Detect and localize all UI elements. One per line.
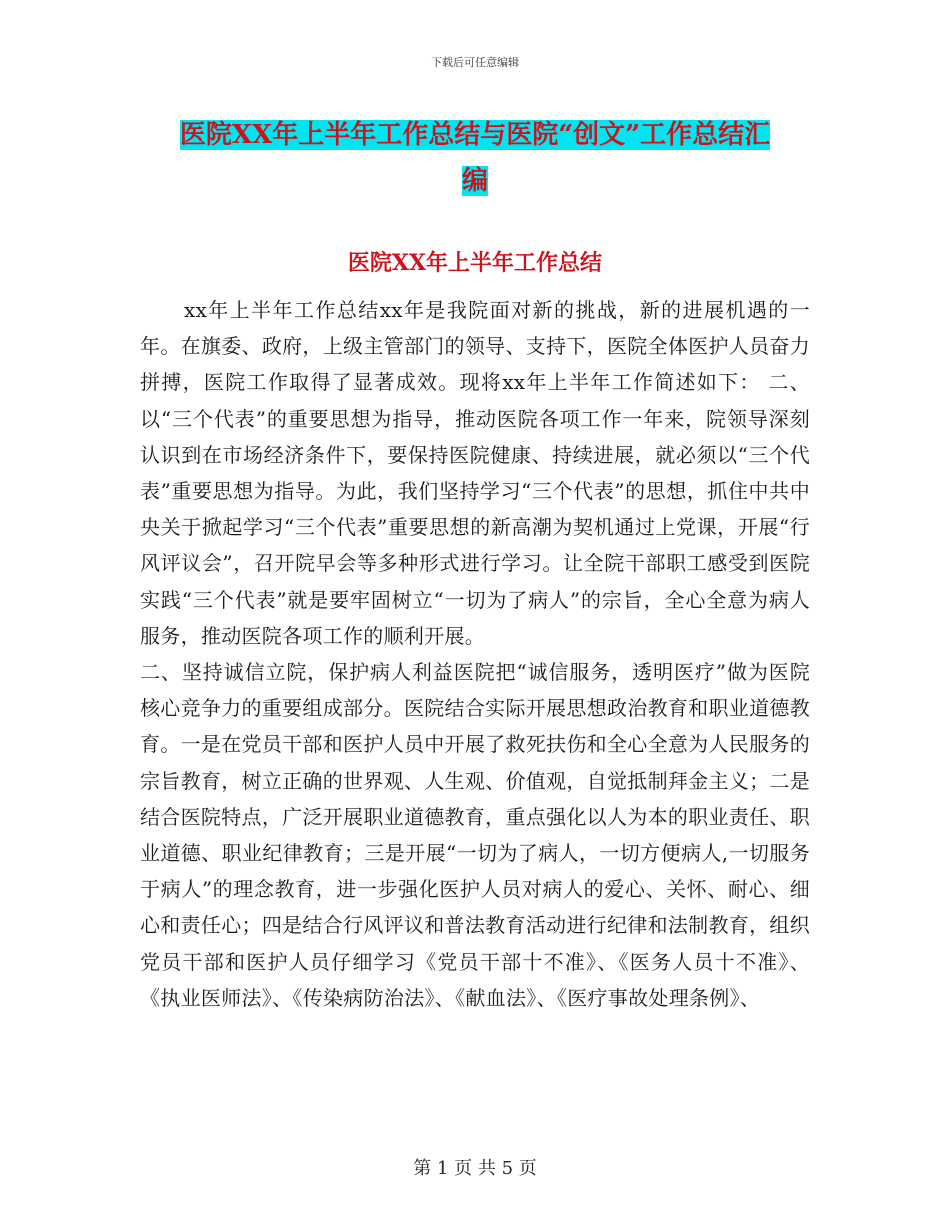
- page-footer: 第 1 页 共 5 页: [413, 1158, 537, 1179]
- document-title-line2: 编: [461, 166, 488, 196]
- document-title-line1: 医院XX年上半年工作总结与医院“创文”工作总结汇: [179, 120, 771, 150]
- paragraph-1: xx年上半年工作总结xx年是我院面对新的挑战，新的进展机遇的一年。在旗委、政府，上级主管部门的领导、支持下，医院全体医护人员奋力拼搏，医院工作取得了显著成效。现将xx年上半年工作简述如下： 二、以“三个代表”的重要思想为指导，推动医院各项工作一年来，院领导深刻认识到在市场经济条件下，要保持医院健康、持续进展，就必须以“三个代表”重要思想为指导。为此，我们坚持学习“三个代表”的思想，抓住中共中央关于掀起学习“三个代表”重要思想的新高潮为契机通过上党课，开展“行风评议会”，召开院早会等多种形式进行学习。让全院干部职工感受到医院实践“三个代表”就是要牢固树立“一切为了病人”的宗旨，全心全意为病人服务，推动医院各项工作的顺利开展。: [140, 298, 810, 648]
- body-text: [140, 292, 810, 1016]
- document-title: [140, 112, 810, 204]
- header-note: 下载后可任意编辑: [431, 56, 519, 69]
- section-title: 医院XX年上半年工作总结: [347, 250, 603, 276]
- paragraph-2: 二、坚持诚信立院，保护病人利益医院把“诚信服务，透明医疗”做为医院核心竞争力的重要组成部分。医院结合实际开展思想政治教育和职业道德教育。一是在党员干部和医护人员中开展了救死扶伤和全心全意为人民服务的宗旨教育，树立正确的世界观、人生观、价值观，自觉抵制拜金主义；二是结合医院特点，广泛开展职业道德教育，重点强化以人为本的职业责任、职业道德、职业纪律教育；三是开展“一切为了病人，一切方便病人,一切服务于病人”的理念教育，进一步强化医护人员对病人的爱心、关怀、耐心、细心和责任心；四是结合行风评议和普法教育活动进行纪律和法制教育，组织党员干部和医护人员仔细学习《党员干部十不准》、《医务人员十不准》、《执业医师法》、《传染病防治法》、《献血法》、《医疗事故处理条例》、: [140, 660, 810, 1010]
